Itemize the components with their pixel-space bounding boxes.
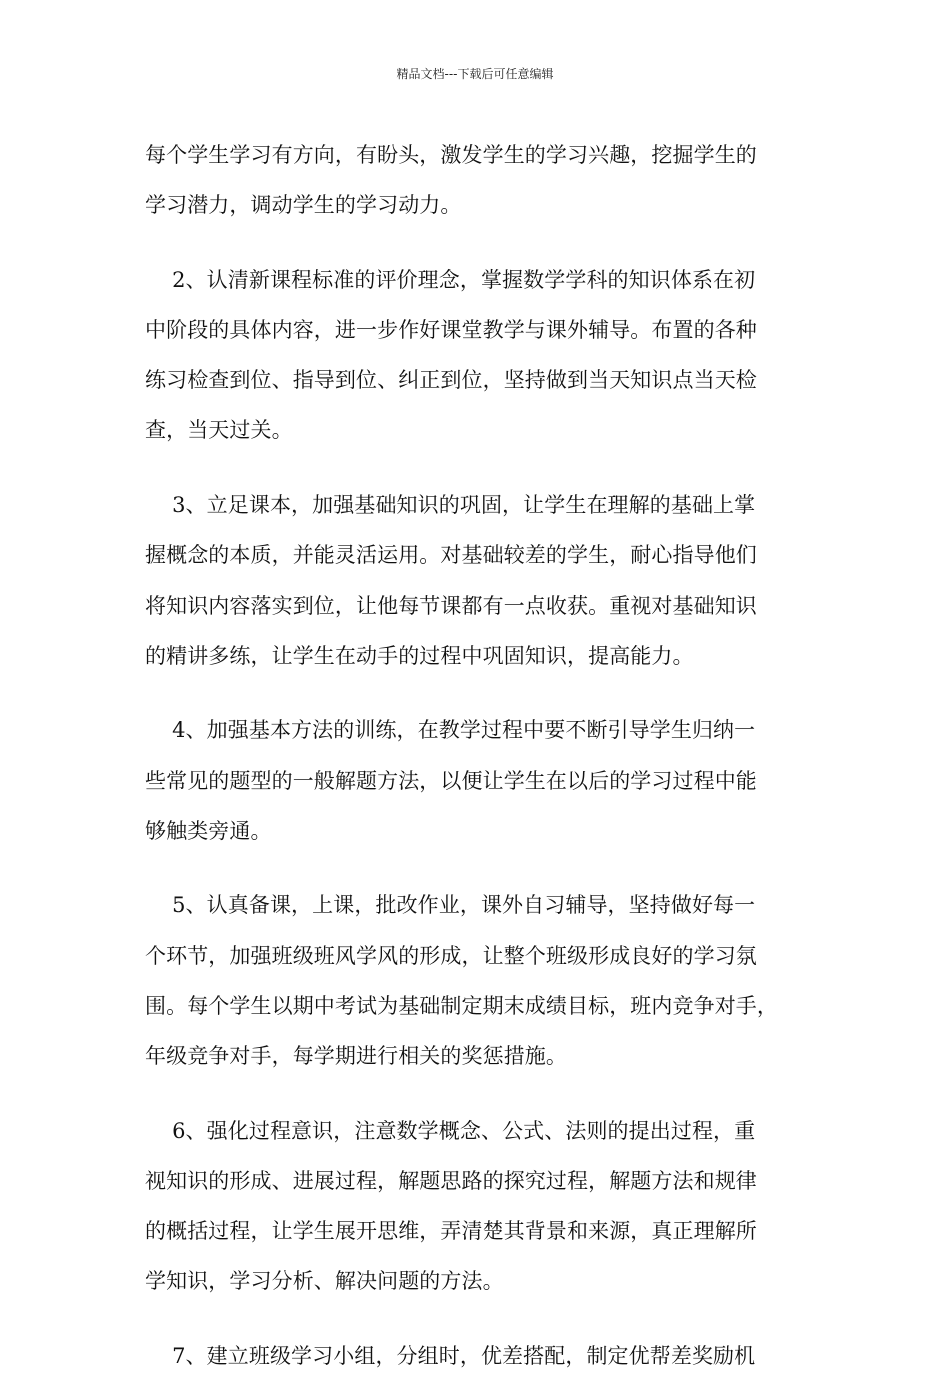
text-line: 的精讲多练，让学生在动手的过程中巩固知识，提高能力。 <box>145 643 694 668</box>
text-line: 年级竞争对手，每学期进行相关的奖惩措施。 <box>145 1044 567 1068</box>
paragraph-7 <box>145 1331 815 1381</box>
document-body <box>145 130 815 1381</box>
text-line: 够触类旁通。 <box>145 818 272 843</box>
text-line: 围。每个学生以期中考试为基础制定期末成绩目标，班内竞争对手， <box>145 993 778 1018</box>
text-line: 2、认清新课程标准的评价理念，掌握数学学科的知识体系在初 <box>145 267 756 292</box>
text-line: 视知识的形成、进展过程，解题思路的探究过程，解题方法和规律 <box>145 1168 757 1193</box>
paragraph-6 <box>145 1106 815 1307</box>
text-line: 3、立足课本，加强基础知识的巩固，让学生在理解的基础上掌 <box>145 493 756 518</box>
text-line: 学习潜力，调动学生的学习动力。 <box>145 193 462 218</box>
text-line: 中阶段的具体内容，进一步作好课堂教学与课外辅导。布置的各种 <box>145 318 757 343</box>
paragraph-2 <box>145 255 815 456</box>
paragraph-5 <box>145 880 815 1081</box>
text-line: 学知识，学习分析、解决问题的方法。 <box>145 1269 504 1294</box>
text-line: 练习检查到位、指导到位、纠正到位，坚持做到当天知识点当天检 <box>145 368 757 393</box>
page-header: 精品文档---下载后可任意编辑 <box>396 67 554 81</box>
paragraph-4 <box>145 705 815 856</box>
text-line: 的概括过程，让学生展开思维，弄清楚其背景和来源，真正理解所 <box>145 1219 757 1244</box>
text-line: 5、认真备课，上课，批改作业，课外自习辅导，坚持做好每一 <box>145 893 756 918</box>
text-line: 些常见的题型的一般解题方法，以便让学生在以后的学习过程中能 <box>145 768 757 793</box>
text-line: 查，当天过关。 <box>145 418 293 443</box>
paragraph-3 <box>145 480 815 681</box>
paragraph-1 <box>145 130 815 230</box>
text-line: 每个学生学习有方向，有盼头，激发学生的学习兴趣，挖掘学生的 <box>145 143 757 167</box>
text-line: 6、强化过程意识，注意数学概念、公式、法则的提出过程，重 <box>145 1118 756 1143</box>
text-line: 7、建立班级学习小组，分组时，优差搭配，制定优帮差奖励机 <box>145 1343 756 1368</box>
text-line: 将知识内容落实到位，让他每节课都有一点收获。重视对基础知识 <box>145 593 757 618</box>
text-line: 4、加强基本方法的训练，在教学过程中要不断引导学生归纳一 <box>145 718 756 743</box>
text-line: 握概念的本质，并能灵活运用。对基础较差的学生，耐心指导他们 <box>145 543 757 568</box>
text-line: 个环节，加强班级班风学风的形成，让整个班级形成良好的学习氛 <box>145 943 757 968</box>
